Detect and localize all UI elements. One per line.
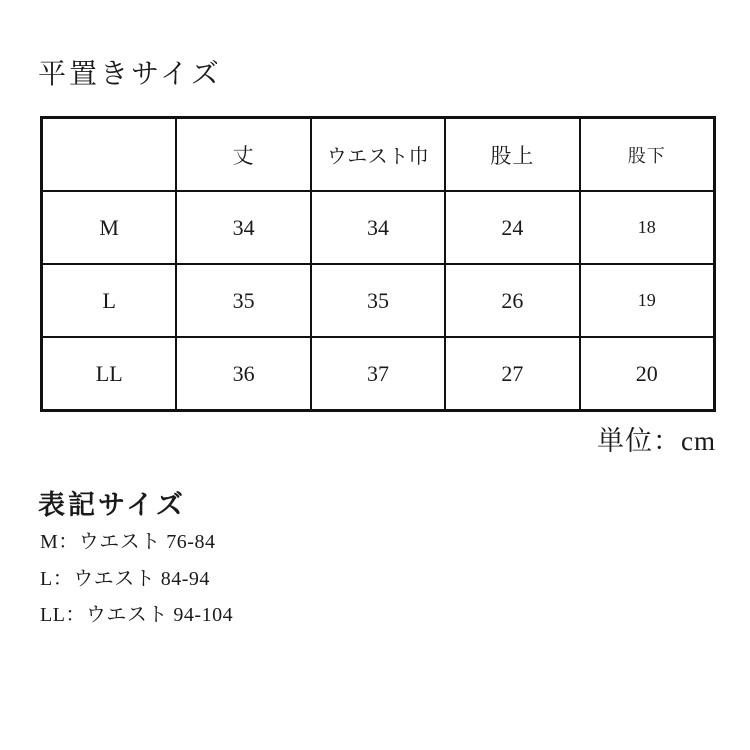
value-cell: 19 — [580, 264, 715, 337]
table-row-l — [42, 264, 715, 337]
labeled-size-title: 表記サイズ — [38, 490, 186, 520]
flat-size-title: 平置きサイズ — [38, 59, 222, 90]
size-label-cell: LL — [42, 337, 177, 411]
header-cell-length: 丈 — [176, 118, 310, 192]
value-cell: 36 — [176, 337, 310, 411]
value-cell: 18 — [580, 191, 715, 264]
header-cell-waist-width: ウエスト巾 — [311, 118, 445, 192]
value-cell: 35 — [176, 264, 310, 337]
value-cell: 27 — [445, 337, 579, 411]
header-cell-inseam: 股下 — [580, 118, 715, 192]
table-row-ll — [42, 337, 715, 411]
value-cell: 26 — [445, 264, 579, 337]
value-cell: 24 — [445, 191, 579, 264]
size-label-cell: L — [42, 264, 177, 337]
value-cell: 35 — [311, 264, 445, 337]
flat-size-table — [40, 116, 716, 412]
header-cell-rise: 股上 — [445, 118, 579, 192]
value-cell: 37 — [311, 337, 445, 411]
labeled-size-item-ll: LL：ウエスト 94-104 — [40, 604, 234, 626]
value-cell: 34 — [311, 191, 445, 264]
value-cell: 34 — [176, 191, 310, 264]
table-row-m — [42, 191, 715, 264]
labeled-size-item-l: L：ウエスト 84-94 — [40, 567, 210, 590]
table-header-row — [42, 118, 715, 192]
value-cell: 20 — [580, 337, 715, 411]
labeled-size-list — [40, 524, 233, 634]
header-cell-blank — [42, 118, 177, 192]
unit-label: 単位：cm — [597, 426, 716, 456]
size-label-cell: M — [42, 191, 177, 264]
labeled-size-item-m: M：ウエスト 76-84 — [40, 531, 216, 553]
